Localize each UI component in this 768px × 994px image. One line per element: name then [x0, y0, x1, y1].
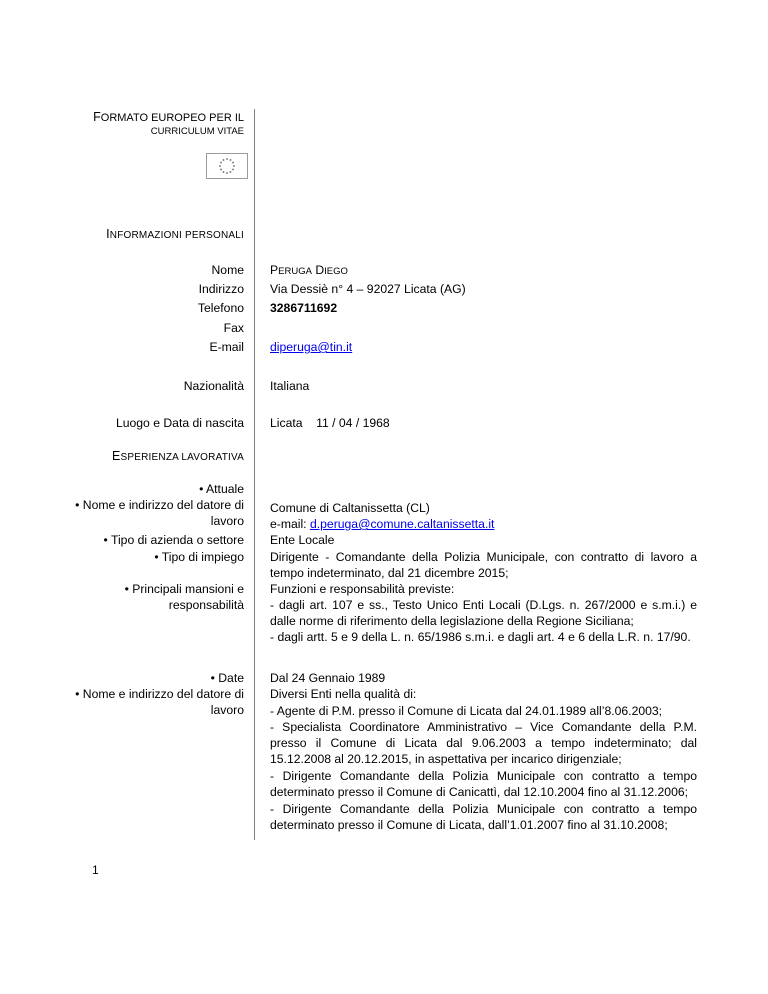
- job1-type-value: Dirigente - Comandante della Polizia Municipale, con contratto di lavoro a tempo indeterminato, dal 21 dicembre 2015;: [270, 550, 697, 580]
- cv-title-line2: CURRICULUM VITAE: [150, 126, 244, 137]
- eu-stars-icon: [207, 154, 247, 178]
- nationality-value: Italiana: [270, 379, 310, 393]
- section-work-experience: ESPERIENZA LAVORATIVA: [111, 449, 244, 463]
- job1-duties-line2: - dagli art. 107 e ss., Testo Unico Enti Locali (D.Lgs. n. 267/2000 e s.m.i.) e dalle norme di riferimento della legislazione della Regione Siciliana;: [270, 598, 697, 628]
- column-divider: [254, 109, 255, 840]
- job1-employer-value: Comune di Caltanissetta (CL): [270, 501, 430, 515]
- job1-sector-label: • Tipo di azienda o settore: [103, 533, 244, 547]
- address-label: Indirizzo: [198, 282, 244, 296]
- job2-employer-label: • Nome e indirizzo del datore di lavoro: [75, 687, 244, 717]
- job1-employer-label: • Nome e indirizzo del datore di lavoro: [75, 498, 244, 528]
- job1-duties-line1: Funzioni e responsabilità previste:: [270, 582, 455, 596]
- cv-title: [93, 110, 244, 139]
- job2-item-1: - Agente di P.M. presso il Comune di Licata dal 24.01.1989 all’8.06.2003;: [270, 704, 663, 718]
- job2-item-2: - Specialista Coordinatore Amministrativo – Vice Comandante della P.M. presso il Comune di Licata dal 9.06.2003 a tempo indeterminato; dal 15.12.2008 al 20.12.2015, in aspettativa per incarico dirigenziale;: [270, 720, 697, 766]
- job1-duties-label: • Principali mansioni e responsabilità: [124, 582, 244, 612]
- job1-current-label: • Attuale: [199, 482, 244, 496]
- job1-employer-email-link[interactable]: d.peruga@comune.caltanissetta.it: [309, 517, 495, 531]
- email-label: E-mail: [209, 340, 244, 354]
- birth-label: Luogo e Data di nascita: [115, 416, 244, 430]
- job2-date-value: Dal 24 Gennaio 1989: [270, 671, 386, 685]
- cv-title-line1: FORMATO EUROPEO PER IL: [93, 110, 244, 124]
- birth-value: Licata 11 / 04 / 1968: [270, 416, 390, 430]
- job1-type-label: • Tipo di impiego: [154, 550, 244, 564]
- job1-duties-line3: - dagli artt. 5 e 9 della L. n. 65/1986 s.m.i. e dagli art. 4 e 6 della L.R. n. 17/90.: [270, 630, 691, 644]
- name-label: Nome: [211, 263, 244, 277]
- job2-item-3: - Dirigente Comandante della Polizia Municipale con contratto a tempo determinato presso il Comune di Canicattì, dal 12.10.2004 fino al 31.12.2006;: [270, 769, 697, 799]
- phone-value: 3286711692: [270, 301, 338, 315]
- fax-label: Fax: [223, 321, 244, 335]
- phone-label: Telefono: [197, 301, 244, 315]
- job1-employer-email-line: e-mail: d.peruga@comune.caltanissetta.it: [270, 517, 495, 531]
- email-link[interactable]: diperuga@tin.it: [270, 340, 353, 354]
- page-number: 1: [92, 863, 99, 877]
- eu-flag-icon: [206, 153, 248, 179]
- job2-date-label: • Date: [210, 671, 244, 685]
- address-value: Via Dessiè n° 4 – 92027 Licata (AG): [270, 282, 466, 296]
- section-personal-info: INFORMAZIONI PERSONALI: [106, 227, 244, 241]
- name-value: PERUGA DIEGO: [270, 263, 348, 277]
- job1-sector-value: Ente Locale: [270, 533, 335, 547]
- nationality-label: Nazionalità: [183, 379, 244, 393]
- job2-employer-value: Diversi Enti nella qualità di:: [270, 687, 417, 701]
- job2-item-4: - Dirigente Comandante della Polizia Municipale con contratto a tempo determinato presso il Comune di Licata, dall’1.01.2007 fino al 31.10.2008;: [270, 802, 697, 832]
